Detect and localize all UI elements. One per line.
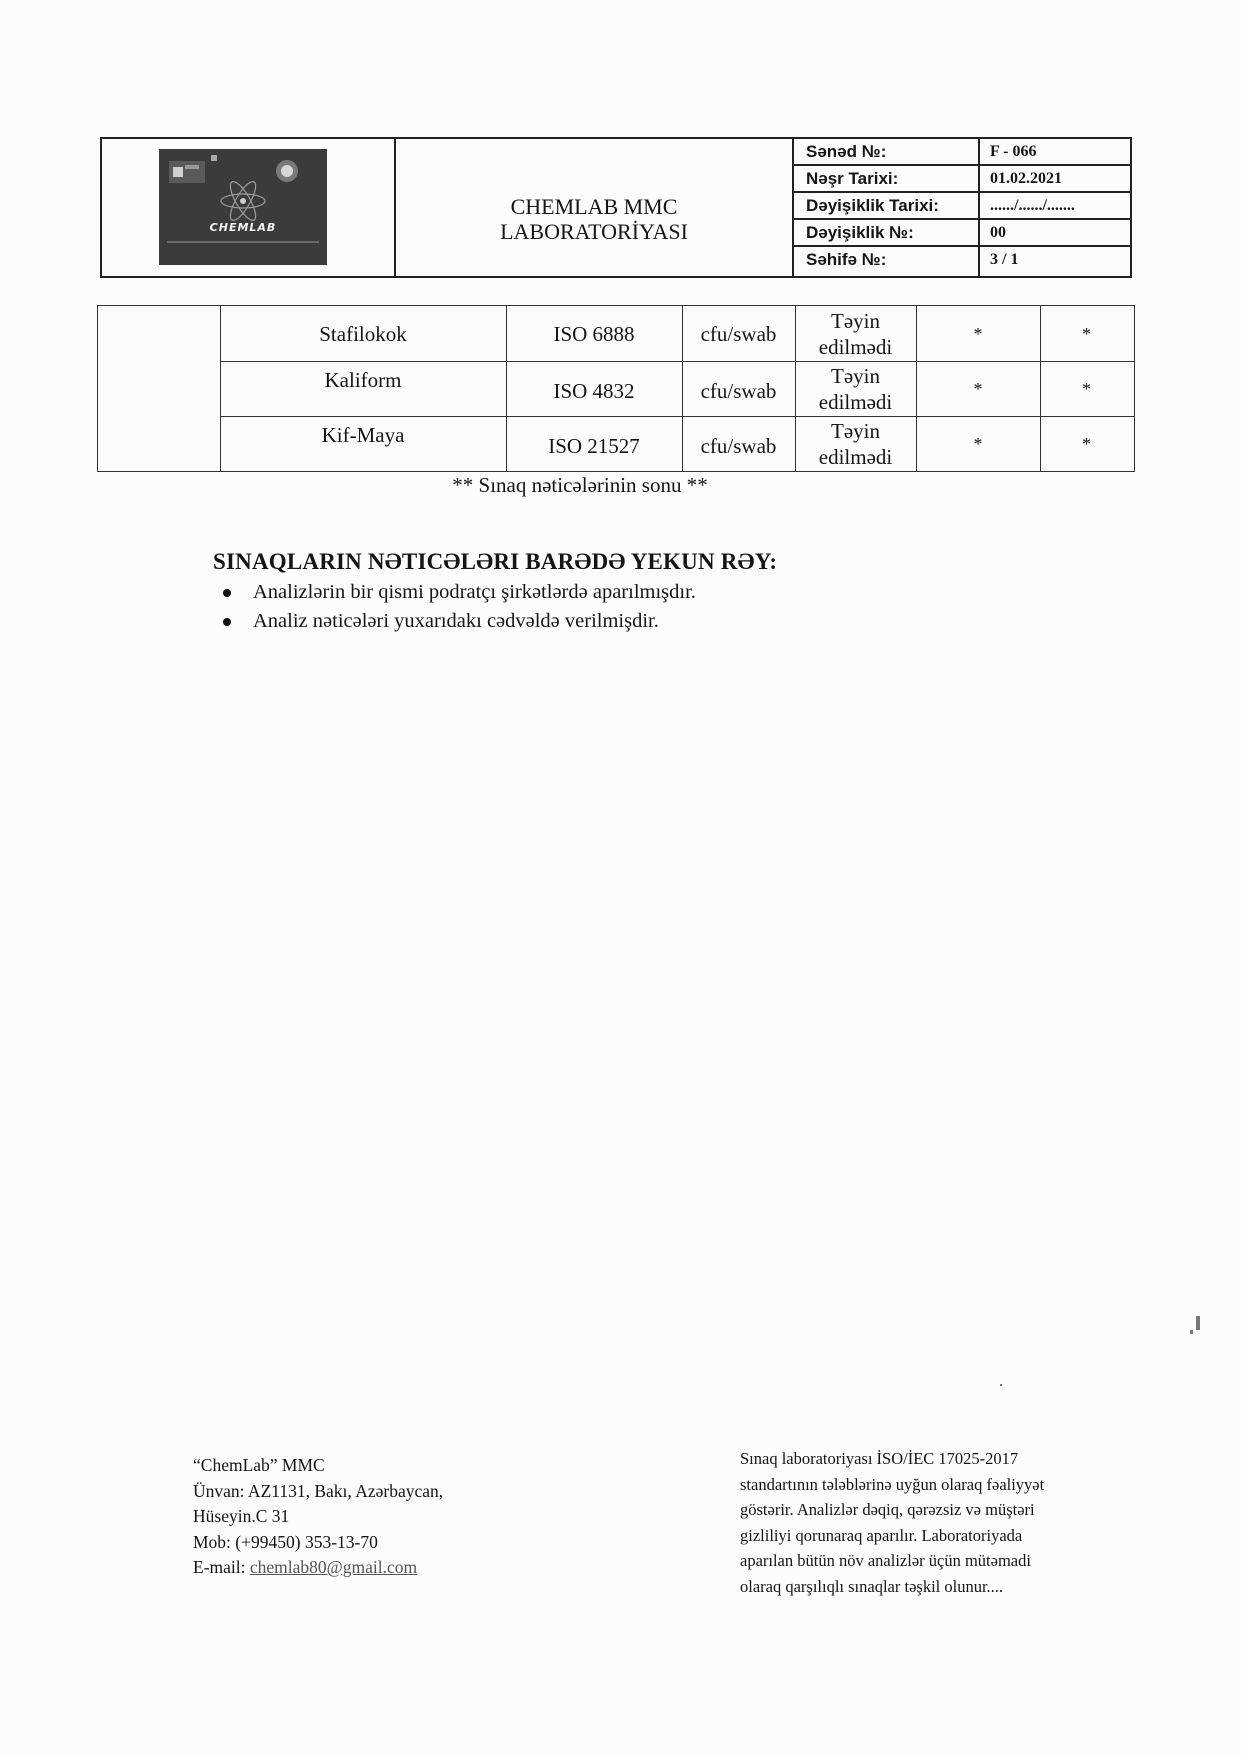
conclusion-item (213, 578, 696, 607)
company-phone: Mob: (+99450) 353-13-70 (193, 1531, 378, 1552)
email-link[interactable]: chemlab80@gmail.com (249, 1557, 418, 1577)
statement-line: göstərir. Analizlər dəqiq, qərəzsiz və müştəri (740, 1500, 1035, 1519)
meta-value: 00 (990, 224, 1006, 241)
meta-label: Nəşr Tarixi: (794, 166, 980, 191)
test-unit: cfu/swab (700, 378, 777, 403)
title-cell (396, 139, 794, 276)
test-result-line2: edilmədi (818, 444, 893, 469)
test-value-a: * (973, 323, 983, 344)
lab-title-line1: CHEMLAB MMC (510, 194, 678, 219)
table-end-note: ** Sınaq nəticələrinin sonu ** (452, 473, 708, 497)
meta-row-change-no (794, 220, 1130, 247)
meta-value: 01.02.2021 (990, 170, 1062, 187)
logo-underline (167, 241, 319, 243)
test-result-line1: Təyin (831, 363, 880, 388)
document-header (100, 137, 1132, 278)
meta-row-document-no (794, 139, 1130, 166)
scan-speck (1190, 1330, 1193, 1334)
scan-speck (1196, 1316, 1200, 1330)
test-result-line2: edilmədi (818, 334, 893, 359)
conclusion-title: SINAQLARIN NƏTICƏLƏRI BARƏDƏ YEKUN RƏY: (213, 549, 778, 574)
test-result (795, 416, 916, 471)
statement-line: aparılan bütün növ analizlər üçün mütəmadi (740, 1551, 1031, 1570)
conclusion-list (213, 578, 696, 636)
test-result-line1: Təyin (831, 418, 880, 443)
lab-title-line2: LABORATORİYASI (500, 219, 688, 244)
company-name: “ChemLab” MMC (193, 1455, 325, 1475)
conclusion-item (213, 607, 696, 636)
email-label: E-mail: (193, 1557, 250, 1577)
test-result-line1: Təyin (831, 308, 880, 333)
document-meta (794, 139, 1130, 276)
test-value-a: * (973, 433, 983, 454)
test-name: Stafilokok (319, 321, 407, 346)
statement-line: standartının tələblərinə uyğun olaraq fəaliyyət (740, 1474, 1045, 1494)
test-name: Kif-Maya (321, 423, 405, 447)
test-unit: cfu/swab (700, 433, 777, 458)
statement-line: olaraq qarşılıqlı sınaqlar təşkil olunur.... (740, 1576, 1004, 1596)
logo-text: CHEMLAB (209, 221, 277, 234)
test-value-b: * (1082, 323, 1091, 344)
test-value-b: * (1082, 378, 1091, 399)
chemlab-logo (159, 149, 327, 265)
test-method: ISO 6888 (553, 321, 635, 346)
scan-speck (1000, 1384, 1002, 1386)
atom-icon (159, 149, 327, 265)
test-method: ISO 21527 (548, 433, 640, 458)
lab-title (396, 194, 792, 244)
test-unit: cfu/swab (700, 321, 777, 346)
meta-label: Dəyişiklik №: (794, 220, 980, 245)
test-result (795, 306, 916, 361)
test-name: Kaliform (324, 368, 402, 392)
meta-value: ....../....../....... (990, 197, 1075, 214)
results-table (97, 305, 1135, 472)
bullet-icon (223, 589, 231, 597)
meta-value: F - 066 (990, 143, 1037, 160)
test-result (795, 361, 916, 416)
bullet-icon (223, 618, 231, 626)
meta-row-change-date (794, 193, 1130, 220)
meta-value: 3 / 1 (990, 251, 1019, 268)
test-result-line2: edilmədi (818, 389, 893, 414)
meta-label: Dəyişiklik Tarixi: (794, 193, 980, 218)
test-method: ISO 4832 (553, 378, 635, 403)
conclusion-item-text: Analizlərin bir qismi podratçı şirkətlərdə aparılmışdır. (253, 581, 696, 603)
accreditation-statement (740, 1446, 1120, 1599)
company-contact (193, 1453, 443, 1581)
logo-cell (102, 139, 396, 276)
meta-row-page-no (794, 247, 1130, 276)
meta-label: Səhifə №: (794, 247, 980, 276)
test-value-a: * (973, 378, 983, 399)
meta-row-issue-date (794, 166, 1130, 193)
test-value-b: * (1082, 433, 1091, 454)
conclusion-item-text: Analiz nəticələri yuxarıdakı cədvəldə verilmişdir. (253, 610, 659, 632)
company-email-row (193, 1555, 443, 1581)
company-address-line2: Hüseyin.C 31 (193, 1506, 290, 1526)
meta-label: Sənəd №: (794, 139, 980, 164)
statement-line: gizliliyi qorunaraq aparılır. Laboratoriyada (740, 1525, 1023, 1545)
statement-line: Sınaq laboratoriyası İSO/İEC 17025-2017 (740, 1449, 1019, 1468)
company-address-line1: Ünvan: AZ1131, Bakı, Azərbaycan, (193, 1480, 444, 1501)
